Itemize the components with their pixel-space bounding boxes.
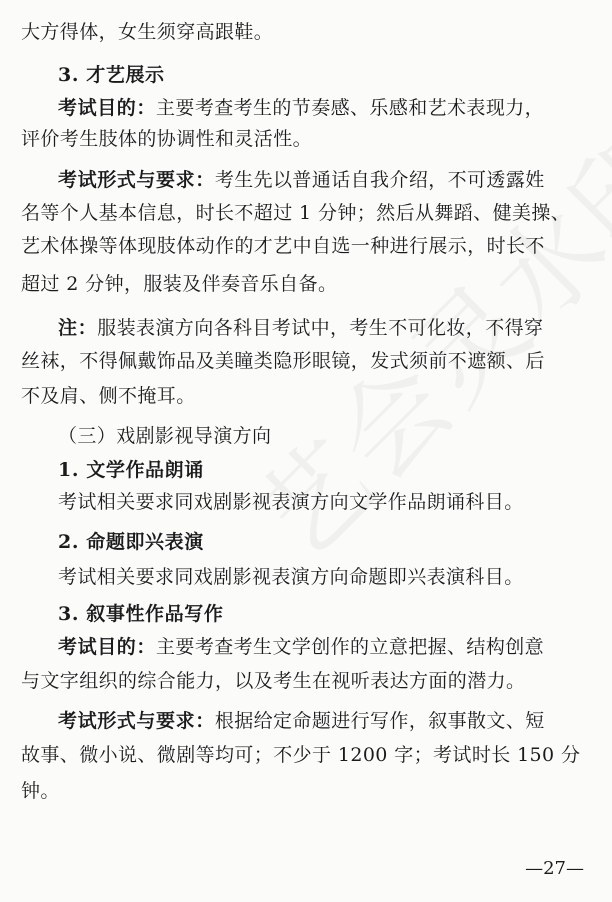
paragraph-line: 超过 2 分钟，服装及伴奏音乐自备。 [21,273,338,295]
label-exam-goal: 考试目的： [58,97,157,119]
paragraph-line [58,707,594,735]
text-span: 根据给定命题进行写作，叙事散文、短 [214,710,545,732]
paragraph-line: 名等个人基本信息，时长不超过 1 分钟；然后从舞蹈、健美操、 [21,202,571,224]
paragraph-line: 艺术体操等体现肢体动作的才艺中自选一种进行展示，时长不 [21,235,545,257]
text-span: 考生先以普通话自我介绍，不可透露姓 [214,169,545,191]
text-span: 主要考查考生文学创作的立意把握、结构创意 [156,636,545,658]
paragraph-line: 考试相关要求同戏剧影视表演方向命题即兴表演科目。 [58,566,524,588]
paragraph-line: 评价考生肢体的协调性和灵活性。 [21,128,313,150]
label-note: 注： [58,317,98,339]
paragraph-line: 与文字组织的综合能力，以及考生在视听表达方面的潜力。 [21,670,526,692]
text-line: 大方得体，女生须穿高跟鞋。 [21,21,274,43]
paragraph-line: 丝袜，不得佩戴饰品及美瞳类隐形眼镜，发式须前不遮额、后 [21,350,545,372]
paragraph-line [58,166,594,194]
paragraph-line [58,633,594,661]
label-exam-form: 考试形式与要求： [58,710,215,732]
paragraph-line [58,94,594,122]
paragraph-line: 钟。 [21,780,60,802]
label-exam-goal: 考试目的： [58,636,157,658]
paragraph-line: 不及肩、侧不掩耳。 [21,385,196,407]
text-span: 服装表演方向各科目考试中，考生不可化妆，不得穿 [97,317,544,339]
subheading-literary-recitation: 1. 文学作品朗诵 [58,459,204,481]
section-heading-talent: 3. 才艺展示 [58,64,165,86]
page-number: —27— [525,858,584,879]
paragraph-line: 考试相关要求同戏剧影视表演方向文学作品朗诵科目。 [58,491,524,513]
text-span: 主要考查考生的节奏感、乐感和艺术表现力， [156,97,545,119]
label-exam-form: 考试形式与要求： [58,169,215,191]
subheading-narrative-writing: 3. 叙事性作品写作 [58,603,224,625]
paragraph-line [58,314,594,342]
subheading-improvisation: 2. 命题即兴表演 [58,531,204,553]
paragraph-line: 故事、微小说、微剧等均可；不少于 1200 字；考试时长 150 分 [21,744,581,766]
section-heading-directing: （三）戏剧影视导演方向 [58,425,272,447]
